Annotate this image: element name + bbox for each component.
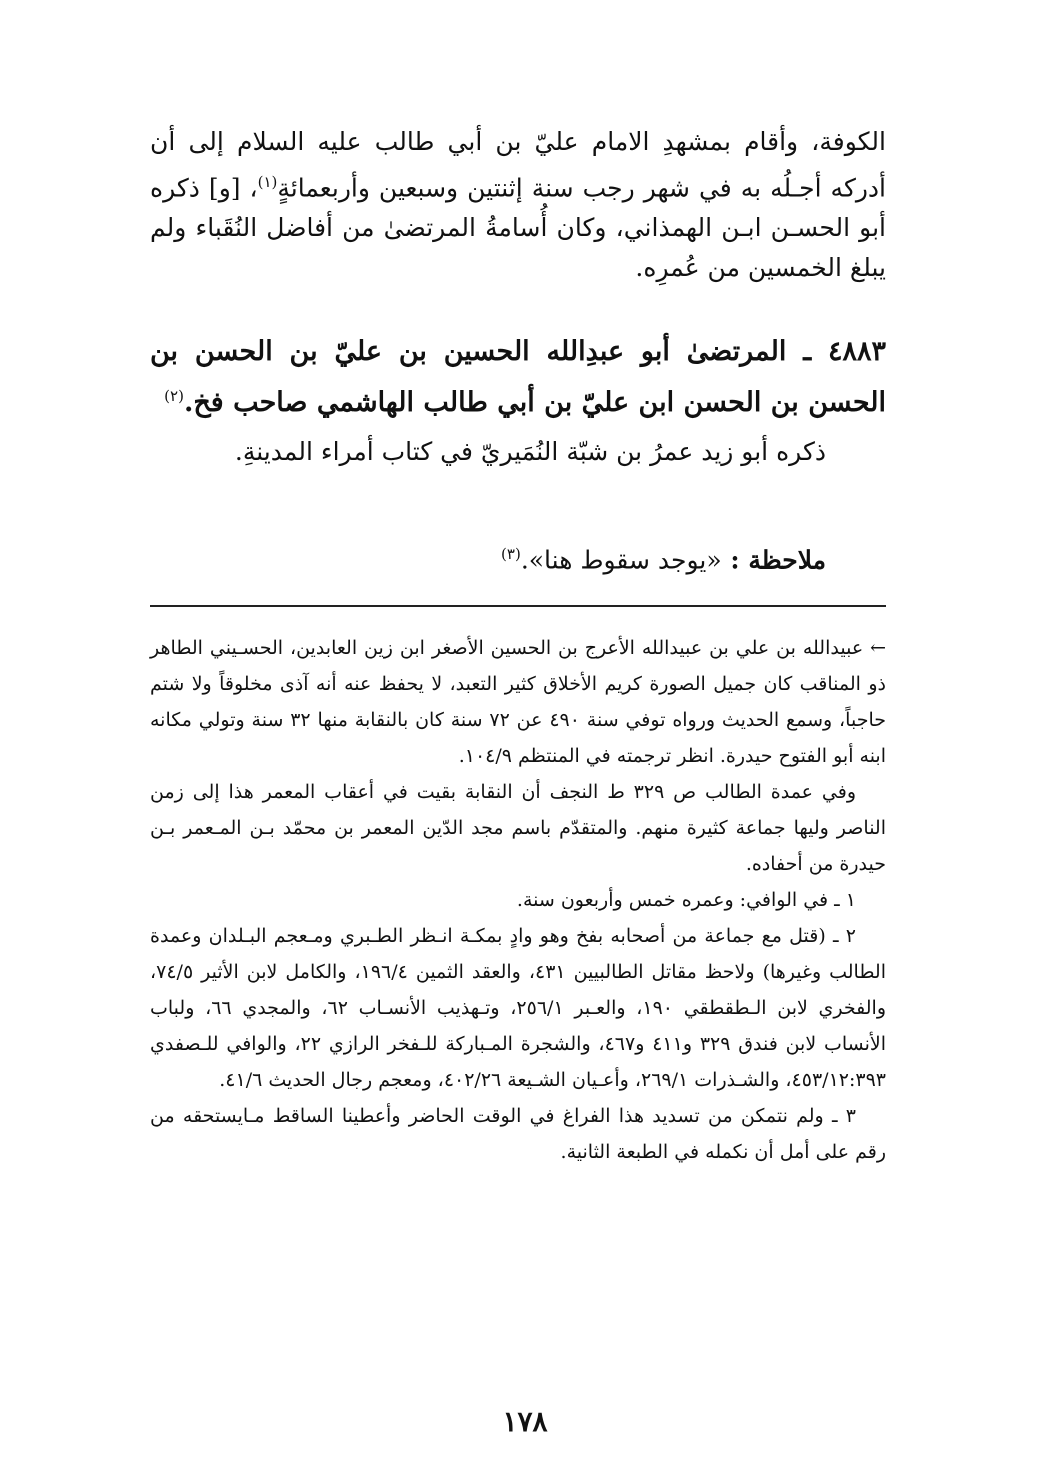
- footnote-divider: [150, 605, 886, 607]
- footnote-ref-2: (٢): [164, 387, 184, 405]
- entry-title-text: ٤٨٨٣ ـ المرتضىٰ أبو عبدِالله الحسين بن عليّ بن الحسن بن الحسن بن الحسن ابن عليّ بن أبي طالب الهاشمي صاحب فخ.: [150, 336, 886, 418]
- footnote-2: ٢ ـ (قتل مع جماعة من أصحابه بفخ وهو وادٍ بمكـة انـظر الطـبري ومـعجم البـلدان وعمدة الطالب وغيرها) ولاحظ مقاتل الطالبيين ٤٣١، والعقد الثمين ١٩٦/٤، والكامل لابن الأثير ٧٤/٥، والفخري لابن الـطقطقي ١٩٠، والعـبر ٢٥٦/١، وتـهذيب الأنسـاب ٦٢، والمجدي ٦٦، ولباب الأنساب لابن فندق ٣٢٩ و٤١١ و٤٦٧، والشجرة المـباركة للـفخر الرازي ٢٢، والوافي للـصفدي ٤٥٣/١٢:٣٩٣، والشـذرات ٢٦٩/١، وأعـيان الشـيعة ٤٠٢/٢٦، ومعجم رجال الحديث ٤١/٦.: [150, 925, 887, 1091]
- note-line: [150, 545, 826, 574]
- entry-body-text: ذكره أبو زيد عمرُ بن شبّة النُمَيريّ في كتاب أمراء المدينةِ.: [234, 437, 826, 466]
- footnote-continuation: ← عبيدالله بن علي بن عبيدالله الأعرج بن الحسين الأصغر ابن زين العابدين، الحسـيني الطاهر ذو المناقب كان جميل الصورة كريم الأخلاق كثير التعبد، لا يحفظ عنه أنه آذى مخلوقاً ولا شتم حاجباً، وسمع الحديث ورواه توفي سنة ٤٩٠ عن ٧٢ سنة كان بالنقابة منها ٣٢ سنة وتولي مكانه ابنه أبو الفتوح حيدرة. انظر ترجمته في المنتظم ١٠٤/٩.: [150, 637, 886, 767]
- footnote-3: ٣ ـ ولم نتمكن من تسديد هذا الفراغ في الوقت الحاضر وأعطينا الساقط مـايستحقه من رقم على أمل أن نكمله في الطبعة الثانية.: [150, 1105, 886, 1163]
- footnote-paragraph: وفي عمدة الطالب ص ٣٢٩ ط النجف أن النقابة بقيت في أعقاب المعمر هذا إلى زمن الناصر وليها جماعة كثيرة منهم. والمتقدّم باسم مجد الدّين المعمر بن محمّد بـن المـعمر بـن حيدرة من أحفاده.: [150, 781, 886, 875]
- note-label: ملاحظة :: [730, 545, 826, 575]
- note-text: «يوجد سقوط هنا».: [520, 545, 722, 575]
- entry-body: [150, 432, 826, 472]
- footnote-1: ١ ـ في الوافي: وعمره خمس وأربعون سنة.: [516, 889, 856, 911]
- top-paragraph-text: الكوفة، وأقام بمشهدِ الامام عليّ بن أبي طالب عليه السلام إلى أن أدركه أجـلُه به في شهر رجب سنة إثنتين وسبعين وأربعمائةٍ: [150, 127, 886, 203]
- top-paragraph: [150, 122, 886, 288]
- footnote-ref-1: (١): [257, 173, 278, 191]
- top-paragraph-text-2: ، [و] ذكره أبو الحسـن ابـن الهمذاني، وكان أُسامةُ المرتضىٰ من أفاضل النُقَباء ولم يبلغ الخمسين من عُمرِه.: [150, 173, 886, 283]
- page-number: ١٧٨: [502, 1405, 548, 1438]
- entry-title: [150, 330, 886, 425]
- footnotes: [150, 630, 886, 1170]
- footnote-ref-3: (٣): [501, 545, 521, 563]
